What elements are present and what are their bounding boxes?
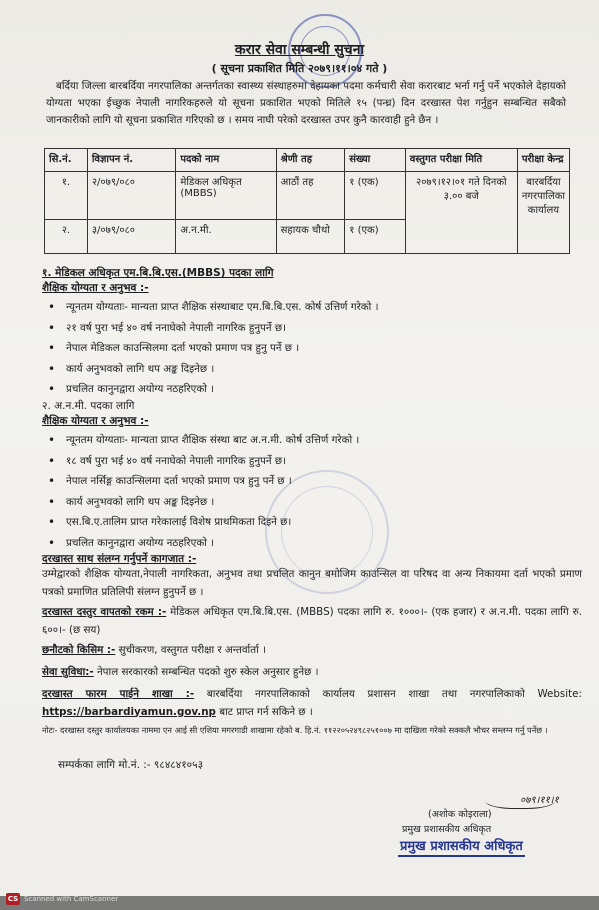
list-item: • १८ वर्ष पुरा भई ४० वर्ष ननाघेको नेपाली नागरिक हुनुपर्ने छ। <box>42 451 582 472</box>
fee-label: दरखास्त दस्तुर वापतको रकम :- <box>42 606 167 618</box>
list-item: • २१ वर्ष पुरा भई ४० वर्ष ननाघेको नेपाली नागरिक हुनुपर्ने छ। <box>42 318 582 339</box>
documents-text: उम्मेद्वारको शैक्षिक योग्यता,नेपाली नागरिकता, अनुभव तथा प्रचलित कानुन बमोजिम काउन्सिल वा परिषद वा अन्य निकायमा दर्ता भएको प्रमाण पत्रको प्रमाणित प्रतिलिपी संलग्न हुनुपर्ने छ । <box>42 568 582 598</box>
list-item: • प्रचलित कानुनद्वारा अयोग्य नठहरिएको । <box>42 379 582 400</box>
table-cell: ३/०७९/०८० <box>87 220 176 254</box>
section-heading: दरखास्त साथ संलग्न गर्नुपर्ने कागजात :- <box>42 553 197 565</box>
list-item: • कार्य अनुभवको लागि थप अङ्क दिइनेछ । <box>42 359 582 380</box>
list-item: • न्यूनतम योग्यताः- मान्यता प्राप्त शैक्षिक संस्था बाट अ.न.मी. कोर्ष उत्तिर्ण गरेको । <box>42 430 582 451</box>
camscanner-icon: CS <box>7 895 19 903</box>
list-item: • एस.बि.ए.तालिम प्राप्त गरेकालाई विशेष प्राथमिकता दिइने छ। <box>42 512 582 533</box>
table-header: श्रेणी तह <box>276 149 345 172</box>
facility-label: सेवा सुविधा:- <box>42 666 94 678</box>
section-heading: २. अ.न.मी. पदका लागि <box>42 400 135 412</box>
vacancy-table <box>44 148 570 254</box>
intro-paragraph: बर्दिया जिल्ला बारबर्दिया नगरपालिका अन्तर्गतका स्वास्थ्य संस्थाहरुमा देहायका पदमा कर्मचारी सेवा करारबाट भर्ना गर्नु पर्ने भएकोले देहायको योग्यता भएका ईच्छुक नेपाली नागरिकहरुले यो सूचना प्रकाशित भएको मितिले १५ (पन्ध्र) दिन दरखास्त पेश गर्नुहुन सम्बन्धित सबैको जानकारीको लागि यो सूचना प्रकाशित गरिएको छ । समय नाघी परेको दरखास्त उपर कुनै कारवाही हुने छैन । <box>46 81 566 126</box>
section-anm <box>42 399 582 553</box>
signatory-name: (अशोक कोइराला) <box>428 809 492 820</box>
selection-label: छनौटको किसिम :- <box>42 644 116 656</box>
table-cell: २. <box>45 220 88 254</box>
table-cell: सहायक चौथो <box>276 220 345 254</box>
table-header-row <box>45 149 570 172</box>
form-label: दरखास्त फारम पाईने शाखा :- <box>42 688 195 700</box>
facility-text: नेपाल सरकारको सम्बन्धित पदको शुरु स्केल अनुसार हुनेछ । <box>96 666 319 678</box>
section-medical-officer <box>42 266 582 400</box>
table-cell: बारबर्दिया नगरपालिका कार्यालय <box>517 172 569 254</box>
fee-section <box>42 604 582 639</box>
list-item: • कार्य अनुभवको लागि थप अङ्क दिइनेछ । <box>42 492 582 513</box>
facility-section <box>42 664 582 682</box>
table-cell: आठौं तह <box>276 172 345 220</box>
fee-text: मेडिकल अधिकृत एम.बि.बि.एस. (MBBS) पदका लागि रु. १०००।- (एक हजार) र अ.न.मी. पदका लागि रु. ६००।- (छ सय) <box>42 606 583 636</box>
form-after: बाट प्राप्त गर्न सकिने छ । <box>219 705 313 718</box>
scanner-label: Scanned with CamScanner <box>24 895 119 903</box>
table-header: वस्तुगत परीक्षा मिति <box>405 149 517 172</box>
table-cell: २०७९।१२।०१ गते दिनको ३.०० बजे <box>405 172 517 254</box>
scanner-footer <box>6 893 118 905</box>
designation-stamp: प्रमुख प्रशासकीय अधिकृत <box>398 836 525 857</box>
table-header: परीक्षा केन्द्र <box>517 149 569 172</box>
selection-section <box>42 642 582 660</box>
notice-title: करार सेवा सम्बन्धी सुचना <box>234 42 365 58</box>
table-cell: १. <box>45 172 88 220</box>
table-header: संख्या <box>345 149 406 172</box>
requirements-list <box>42 297 582 400</box>
handwritten-date: ०७९।११।१ <box>520 795 559 806</box>
requirements-list <box>42 430 582 553</box>
table-cell: २/०७९/०८० <box>87 172 176 220</box>
publish-date: ( सूचना प्रकाशित मिति २०७९।११।०४ गते ) <box>211 62 388 75</box>
selection-text: सुचीकरण, वस्तुगत परीक्षा र अन्तर्वार्ता । <box>118 644 266 656</box>
table-cell: १ (एक) <box>345 220 406 254</box>
form-section <box>42 686 582 721</box>
table-row <box>45 172 570 220</box>
contact-number: सम्पर्कका लागि मो.नं. :- ९८४८४१०५३ <box>58 759 204 771</box>
table-cell: अ.न.मी. <box>176 220 276 254</box>
table-cell: १ (एक) <box>345 172 406 220</box>
documents-section <box>42 552 582 601</box>
section-heading: १. मेडिकल अधिकृत एम.बि.बि.एस.(MBBS) पदका लागि <box>42 267 274 279</box>
table-cell: मेडिकल अधिकृत (MBBS) <box>176 172 276 220</box>
form-text: बारबर्दिया नगरपालिकाको कार्यालय प्रशासन शाखा तथा नगरपालिकाको Website: <box>206 688 582 700</box>
table-header: विज्ञापन नं. <box>87 149 176 172</box>
section-subheading: शैक्षिक योग्यता र अनुभव :- <box>42 282 149 294</box>
table-header: सि.नं. <box>45 149 88 172</box>
signatory-title: प्रमुख प्रशासकीय अधिकृत <box>402 824 492 835</box>
list-item: • प्रचलित कानुनद्वारा अयोग्य नठहरिएको । <box>42 533 582 554</box>
table-header: पदको नाम <box>176 149 276 172</box>
website-link[interactable]: https://barbardiyamun.gov.np <box>42 705 216 718</box>
list-item: • न्यूनतम योग्यताः- मान्यता प्राप्त शैक्षिक संस्थाबाट एम.बि.बि.एस. कोर्ष उत्तिर्ण गरेको । <box>42 297 582 318</box>
list-item: • नेपाल नर्सिङ्ग काउन्सिलमा दर्ता भएको प्रमाण पत्र हुनु पर्ने छ । <box>42 471 582 492</box>
section-subheading: शैक्षिक योग्यता र अनुभव :- <box>42 415 149 427</box>
list-item: • नेपाल मेडिकल काउन्सिलमा दर्ता भएको प्रमाण पत्र हुनु पर्ने छ । <box>42 338 582 359</box>
note-text: नोटः- दरखास्त दस्तुर कार्यालयका नाममा एन आई सी एशिया मगरगाडी शाखामा रहेको ब. हि.नं. ११२२०५२४९८२५१००७ मा दाखिला गरेको सक्कलै भौचर सम्लग्न गर्नु पर्नेछ । <box>42 725 548 735</box>
